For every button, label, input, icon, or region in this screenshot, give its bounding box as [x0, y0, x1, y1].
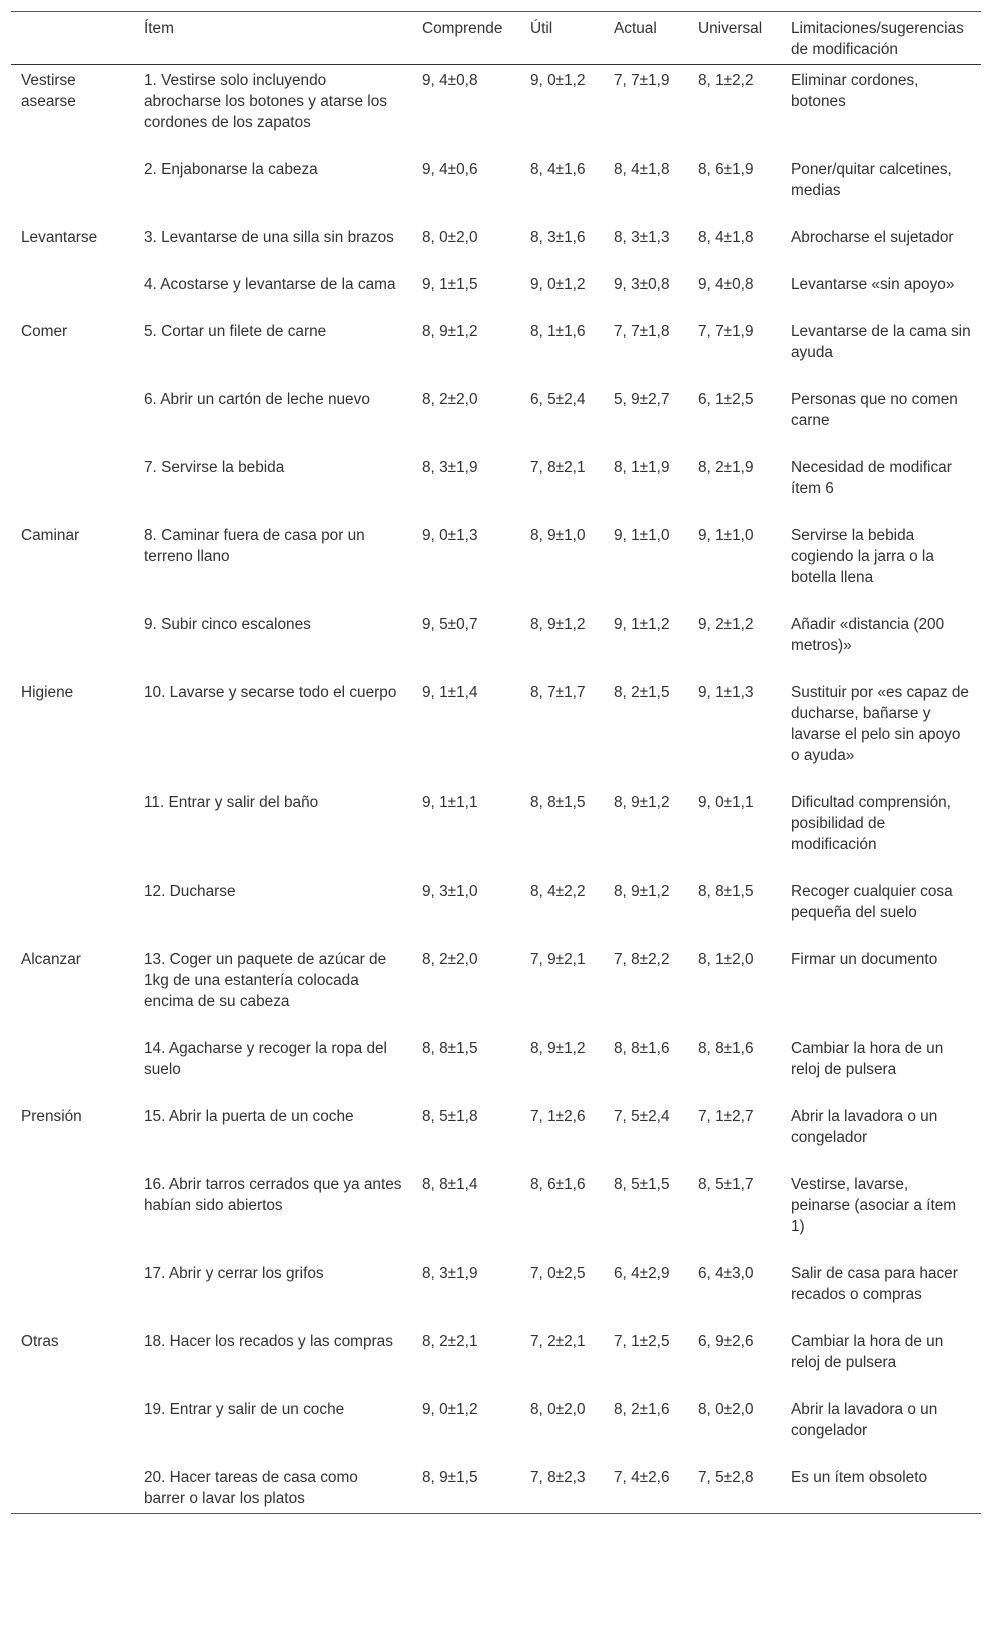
cell-actual: 7, 4±2,6 — [614, 1469, 670, 1486]
cell-limitaciones: Firmar un documento — [791, 951, 938, 968]
cell-comprende: 8, 9±1,5 — [422, 1469, 478, 1486]
table-row — [11, 944, 981, 1033]
cell-universal: 9, 1±1,0 — [698, 527, 754, 544]
cell-universal: 8, 1±2,2 — [698, 72, 754, 89]
cell-item: 15. Abrir la puerta de un coche — [144, 1108, 354, 1125]
cell-comprende: 9, 1±1,4 — [422, 684, 478, 701]
cell-category: Otras — [21, 1333, 59, 1350]
cell-util: 8, 1±1,6 — [530, 323, 586, 340]
cell-limitaciones: Levantarse «sin apoyo» — [791, 276, 955, 293]
cell-item: 6. Abrir un cartón de leche nuevo — [144, 391, 370, 408]
cell-util: 9, 0±1,2 — [530, 276, 586, 293]
cell-category — [11, 787, 134, 876]
cell-util: 8, 8±1,5 — [530, 794, 586, 811]
cell-actual: 9, 1±1,2 — [614, 616, 670, 633]
cell-universal: 8, 1±2,0 — [698, 951, 754, 968]
cell-comprende: 9, 0±1,2 — [422, 1401, 478, 1418]
table-row — [11, 269, 981, 316]
table-row — [11, 1033, 981, 1101]
cell-universal: 9, 4±0,8 — [698, 276, 754, 293]
cell-comprende: 9, 4±0,6 — [422, 161, 478, 178]
cell-category — [11, 1033, 134, 1101]
cell-actual: 8, 9±1,2 — [614, 794, 670, 811]
header-actual: Actual — [614, 20, 657, 37]
cell-util: 8, 6±1,6 — [530, 1176, 586, 1193]
cell-comprende: 9, 5±0,7 — [422, 616, 478, 633]
cell-category: Alcanzar — [21, 951, 81, 968]
header-comprende: Comprende — [422, 20, 503, 37]
cell-comprende: 9, 0±1,3 — [422, 527, 478, 544]
table-row — [11, 677, 981, 787]
cell-limitaciones: Vestirse, lavarse, peinarse (asociar a ítem 1) — [791, 1176, 957, 1235]
cell-category — [11, 452, 134, 520]
cell-limitaciones: Sustituir por «es capaz de ducharse, bañarse y lavarse el pelo sin apoyo o ayuda» — [791, 684, 969, 764]
cell-limitaciones: Salir de casa para hacer recados o compras — [791, 1265, 958, 1303]
cell-category — [11, 1462, 134, 1514]
cell-util: 6, 5±2,4 — [530, 391, 586, 408]
cell-limitaciones: Servirse la bebida cogiendo la jarra o la botella llena — [791, 527, 934, 586]
cell-actual: 7, 1±2,5 — [614, 1333, 670, 1350]
cell-item: 7. Servirse la bebida — [144, 459, 285, 476]
cell-actual: 7, 7±1,8 — [614, 323, 670, 340]
cell-util: 7, 1±2,6 — [530, 1108, 586, 1125]
cell-category: Higiene — [21, 684, 74, 701]
table-row — [11, 876, 981, 944]
cell-universal: 8, 8±1,6 — [698, 1040, 754, 1057]
table-row — [11, 787, 981, 876]
cell-universal: 6, 1±2,5 — [698, 391, 754, 408]
cell-limitaciones: Levantarse de la cama sin ayuda — [791, 323, 971, 361]
cell-comprende: 8, 3±1,9 — [422, 1265, 478, 1282]
cell-universal: 8, 8±1,5 — [698, 883, 754, 900]
header-item: Ítem — [144, 20, 174, 37]
cell-util: 9, 0±1,2 — [530, 72, 586, 89]
cell-comprende: 9, 1±1,1 — [422, 794, 478, 811]
cell-item: 8. Caminar fuera de casa por un terreno llano — [144, 527, 365, 565]
cell-limitaciones: Eliminar cordones, botones — [791, 72, 919, 110]
cell-category — [11, 154, 134, 222]
cell-util: 7, 8±2,1 — [530, 459, 586, 476]
cell-universal: 9, 2±1,2 — [698, 616, 754, 633]
cell-util: 8, 4±2,2 — [530, 883, 586, 900]
table-row — [11, 1326, 981, 1394]
cell-util: 7, 9±2,1 — [530, 951, 586, 968]
cell-category — [11, 1169, 134, 1258]
cell-limitaciones: Personas que no comen carne — [791, 391, 958, 429]
cell-util: 8, 9±1,2 — [530, 616, 586, 633]
cell-item: 16. Abrir tarros cerrados que ya antes habían sido abiertos — [144, 1176, 402, 1214]
cell-item: 14. Agacharse y recoger la ropa del suelo — [144, 1040, 387, 1078]
cell-item: 4. Acostarse y levantarse de la cama — [144, 276, 396, 293]
cell-category — [11, 384, 134, 452]
cell-limitaciones: Cambiar la hora de un reloj de pulsera — [791, 1040, 944, 1078]
table-row — [11, 1462, 981, 1514]
cell-category — [11, 1394, 134, 1462]
cell-limitaciones: Poner/quitar calcetines, medias — [791, 161, 952, 199]
table-header — [11, 12, 981, 65]
table-row — [11, 1394, 981, 1462]
cell-comprende: 9, 4±0,8 — [422, 72, 478, 89]
table-row — [11, 609, 981, 677]
cell-util: 8, 9±1,0 — [530, 527, 586, 544]
cell-limitaciones: Necesidad de modificar ítem 6 — [791, 459, 952, 497]
table-row — [11, 384, 981, 452]
cell-category: Comer — [21, 323, 68, 340]
cell-actual: 5, 9±2,7 — [614, 391, 670, 408]
cell-item: 19. Entrar y salir de un coche — [144, 1401, 345, 1418]
cell-actual: 8, 4±1,8 — [614, 161, 670, 178]
cell-universal: 6, 4±3,0 — [698, 1265, 754, 1282]
cell-limitaciones: Es un ítem obsoleto — [791, 1469, 928, 1486]
cell-comprende: 9, 1±1,5 — [422, 276, 478, 293]
cell-actual: 8, 1±1,9 — [614, 459, 670, 476]
cell-item: 11. Entrar y salir del baño — [144, 794, 319, 811]
cell-actual: 8, 8±1,6 — [614, 1040, 670, 1057]
cell-actual: 7, 5±2,4 — [614, 1108, 670, 1125]
cell-limitaciones: Añadir «distancia (200 metros)» — [791, 616, 945, 654]
cell-universal: 8, 5±1,7 — [698, 1176, 754, 1193]
cell-comprende: 8, 8±1,5 — [422, 1040, 478, 1057]
cell-item: 9. Subir cinco escalones — [144, 616, 311, 633]
table-row — [11, 154, 981, 222]
cell-limitaciones: Dificultad comprensión, posibilidad de modificación — [791, 794, 951, 853]
cell-item: 18. Hacer los recados y las compras — [144, 1333, 393, 1350]
cell-comprende: 8, 3±1,9 — [422, 459, 478, 476]
cell-actual: 8, 9±1,2 — [614, 883, 670, 900]
cell-util: 7, 0±2,5 — [530, 1265, 586, 1282]
cell-universal: 8, 6±1,9 — [698, 161, 754, 178]
cell-item: 3. Levantarse de una silla sin brazos — [144, 229, 394, 246]
table-row — [11, 452, 981, 520]
cell-util: 8, 9±1,2 — [530, 1040, 586, 1057]
header-util: Útil — [530, 20, 553, 37]
header-universal: Universal — [698, 20, 763, 37]
cell-category: Levantarse — [21, 229, 98, 246]
table-row — [11, 65, 981, 155]
cell-category — [11, 269, 134, 316]
table-body — [11, 65, 981, 1514]
cell-actual: 9, 3±0,8 — [614, 276, 670, 293]
cell-limitaciones: Cambiar la hora de un reloj de pulsera — [791, 1333, 944, 1371]
cell-actual: 6, 4±2,9 — [614, 1265, 670, 1282]
cell-actual: 7, 8±2,2 — [614, 951, 670, 968]
cell-actual: 8, 2±1,6 — [614, 1401, 670, 1418]
cell-comprende: 8, 8±1,4 — [422, 1176, 478, 1193]
table-row — [11, 222, 981, 269]
cell-category: Caminar — [21, 527, 80, 544]
cell-category: Vestirse asearse — [21, 72, 76, 110]
cell-actual: 8, 2±1,5 — [614, 684, 670, 701]
cell-comprende: 8, 5±1,8 — [422, 1108, 478, 1125]
cell-item: 13. Coger un paquete de azúcar de 1kg de una estantería colocada encima de su cabeza — [144, 951, 387, 1010]
cell-limitaciones: Abrir la lavadora o un congelador — [791, 1108, 938, 1146]
cell-actual: 9, 1±1,0 — [614, 527, 670, 544]
cell-comprende: 8, 2±2,1 — [422, 1333, 478, 1350]
cell-universal: 9, 0±1,1 — [698, 794, 754, 811]
cell-universal: 8, 2±1,9 — [698, 459, 754, 476]
table-row — [11, 316, 981, 384]
cell-comprende: 8, 9±1,2 — [422, 323, 478, 340]
cell-universal: 8, 0±2,0 — [698, 1401, 754, 1418]
cell-universal: 8, 4±1,8 — [698, 229, 754, 246]
table-row — [11, 520, 981, 609]
table-row — [11, 1169, 981, 1258]
cell-limitaciones: Recoger cualquier cosa pequeña del suelo — [791, 883, 953, 921]
cell-actual: 7, 7±1,9 — [614, 72, 670, 89]
cell-util: 8, 4±1,6 — [530, 161, 586, 178]
cell-universal: 7, 5±2,8 — [698, 1469, 754, 1486]
cell-item: 1. Vestirse solo incluyendo abrocharse los botones y atarse los cordones de los zapatos — [144, 72, 387, 131]
cell-universal: 7, 7±1,9 — [698, 323, 754, 340]
cell-util: 8, 7±1,7 — [530, 684, 586, 701]
header-row — [11, 12, 981, 65]
cell-category — [11, 609, 134, 677]
cell-util: 8, 0±2,0 — [530, 1401, 586, 1418]
cell-item: 12. Ducharse — [144, 883, 236, 900]
cell-util: 8, 3±1,6 — [530, 229, 586, 246]
cell-actual: 8, 5±1,5 — [614, 1176, 670, 1193]
cell-comprende: 9, 3±1,0 — [422, 883, 478, 900]
cell-category — [11, 876, 134, 944]
cell-item: 10. Lavarse y secarse todo el cuerpo — [144, 684, 397, 701]
cell-limitaciones: Abrocharse el sujetador — [791, 229, 954, 246]
cell-limitaciones: Abrir la lavadora o un congelador — [791, 1401, 938, 1439]
cell-item: 20. Hacer tareas de casa como barrer o lavar los platos — [144, 1469, 358, 1507]
table-row — [11, 1101, 981, 1169]
data-table — [11, 11, 981, 1514]
cell-comprende: 8, 2±2,0 — [422, 951, 478, 968]
cell-universal: 6, 9±2,6 — [698, 1333, 754, 1350]
cell-comprende: 8, 0±2,0 — [422, 229, 478, 246]
cell-category — [11, 1258, 134, 1326]
cell-universal: 9, 1±1,3 — [698, 684, 754, 701]
cell-actual: 8, 3±1,3 — [614, 229, 670, 246]
header-limitaciones: Limitaciones/sugerencias de modificación — [791, 20, 964, 58]
cell-util: 7, 8±2,3 — [530, 1469, 586, 1486]
cell-category: Prensión — [21, 1108, 82, 1125]
cell-universal: 7, 1±2,7 — [698, 1108, 754, 1125]
cell-util: 7, 2±2,1 — [530, 1333, 586, 1350]
table-row — [11, 1258, 981, 1326]
cell-item: 17. Abrir y cerrar los grifos — [144, 1265, 324, 1282]
header-category — [11, 12, 134, 65]
cell-item: 5. Cortar un filete de carne — [144, 323, 327, 340]
cell-comprende: 8, 2±2,0 — [422, 391, 478, 408]
cell-item: 2. Enjabonarse la cabeza — [144, 161, 318, 178]
